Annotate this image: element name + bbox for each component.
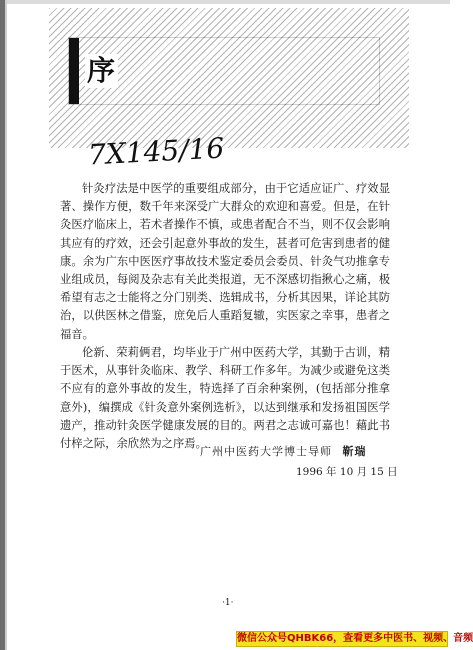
preface-paragraph-2: 伦新、荣莉俩君，均毕业于广州中医药大学，其勤于古训，精于医术，从事针灸临床、教学、科研工作多年。为减少或避免这类不应有的意外事故的发生，特选择了百余种案例，(包括部分推拿意外)，编撰成《针灸意外案例选析》，以达到继承和发扬祖国医学遗产，推动针灸医学健康发展的目的。两君之志诚可嘉也！藉此书付梓之际，余欣然为之序焉。 (60, 346, 390, 451)
signature-name: 靳瑞 (342, 445, 367, 458)
preface-header-box (68, 37, 380, 105)
scan-top-edge (7, 0, 450, 4)
scan-left-edge-shadow (5, 0, 7, 650)
page-number: ·1· (222, 598, 234, 608)
watermark-banner: 微信公众号QHBK66，查看更多中医书、视频、音频 (236, 631, 448, 647)
page-title: 序 (87, 54, 117, 87)
handwritten-call-number: 7X145/16 (87, 131, 226, 172)
preface-paragraph-1: 针灸疗法是中医学的重要组成部分，由于它适应证广、疗效显著、操作方便，数千年来深受广大群众的欢迎和喜爱。但是，在针灸医疗临床上，若术者操作不慎，或患者配合不当，则不仅会影响其应有的疗效，还会引起意外事故的发生，甚者可危害到患者的健康。余为广东中医医疗事故技术鉴定委员会委员、针灸气功推拿专业组成员，每阅及杂志有关此类报道，无不深感切指揪心之痛，极希望有志之士能将之分门别类、选辑成书，分析其因果，详论其防治，以供医林之借鉴，庶免后人重蹈复辙，实医家之幸事，患者之福音。 (60, 182, 390, 341)
signature-date: 1996 年 10 月 15 日 (296, 466, 398, 478)
header-black-bar (69, 38, 79, 104)
signature-line (200, 443, 367, 459)
signature-affiliation: 广州中医药大学博士导师 (200, 445, 332, 458)
